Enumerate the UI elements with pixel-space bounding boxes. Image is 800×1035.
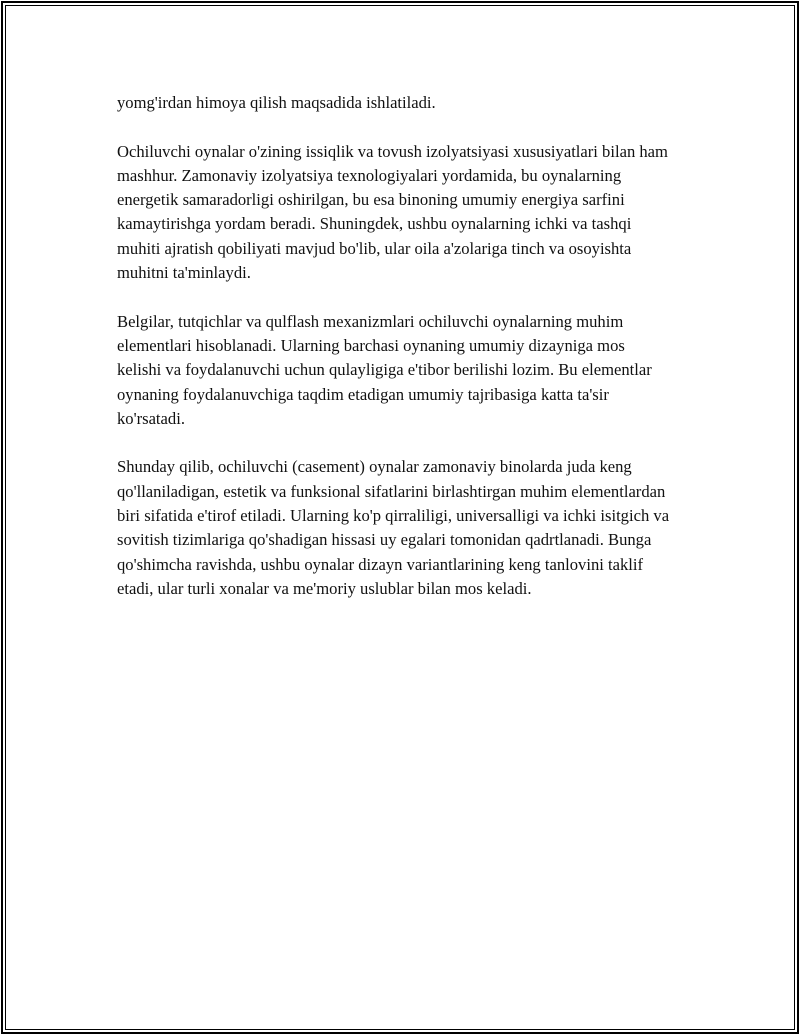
paragraph-3: Belgilar, tutqichlar va qulflash mexanizmlari ochiluvchi oynalarning muhim elementlari hisoblanadi. Ularning barchasi oynaning umumiy dizayniga mos kelishi va foydalanuvchi uchun qulayligiga e'tibor berilishi lozim. Bu elementlar oynaning foydalanuvchiga taqdim etadigan umumiy tajribasiga katta ta'sir ko'rsatadi. (117, 311, 652, 428)
paragraph-1: yomg'irdan himoya qilish maqsadida ishlatiladi. (117, 93, 436, 112)
paragraph-2: Ochiluvchi oynalar o'zining issiqlik va tovush izolyatsiyasi xususiyatlari bilan ham mashhur. Zamonaviy izolyatsiya texnologiyalari yordamida, bu oynalarning energetik samaradorligi oshirilgan, bu esa binoning umumiy energiya sarfini kamaytirishga yordam beradi. Shuningdek, ushbu oynalarning ichki va tashqi muhiti ajratish qobiliyati mavjud bo'lib, ular oila a'zolariga tinch va osoyishta muhitni ta'minlaydi. (117, 141, 668, 283)
paragraph-4: Shunday qilib, ochiluvchi (casement) oynalar zamonaviy binolarda juda keng qo'llaniladigan, estetik va funksional sifatlarini birlashtirgan muhim elementlardan biri sifatida e'tirof etiladi. Ularning ko'p qirraliligi, universalligi va ichki isitgich va sovitish tizimlariga qo'shadigan hissasi uy egalari tomonidan qadrtlanadi. Bunga qo'shimcha ravishda, ushbu oynalar dizayn variantlarining keng tanlovini taklif etadi, ular turli xonalar va me'moriy uslublar bilan mos keladi. (117, 457, 670, 598)
document-body (117, 91, 672, 626)
